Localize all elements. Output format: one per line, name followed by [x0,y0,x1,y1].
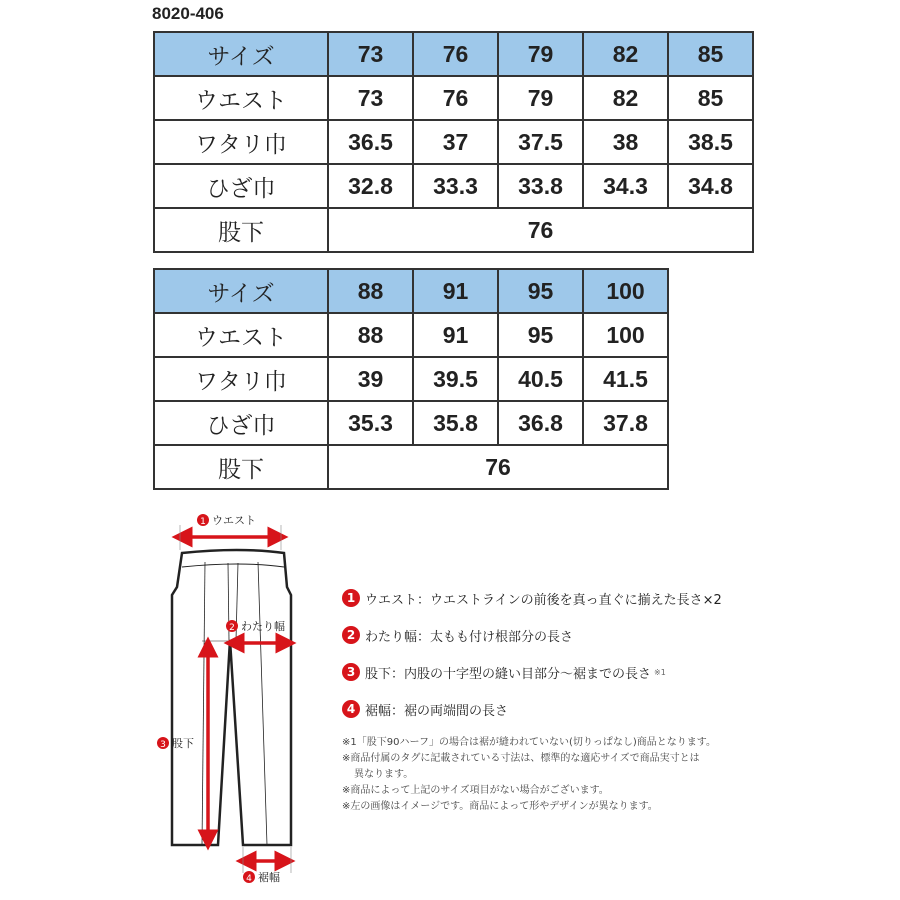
row-label: ひざ巾 [154,401,328,445]
size-cell: 76 [413,32,498,76]
label-inseam [157,737,194,750]
row-label: ワタリ巾 [154,357,328,401]
note: ※左の画像はイメージです。商品によって形やデザインが異なります。 [342,801,658,812]
notes [342,735,716,815]
size-table-1 [153,31,754,253]
legend-term: 股下 [365,666,392,682]
table-row [154,401,668,445]
svg-text:ウエスト: ウエスト [212,514,256,527]
table-cell: 37 [413,120,498,164]
legend-item [342,588,722,608]
table-cell: 32.8 [328,164,413,208]
table-cell: 34.8 [668,164,753,208]
size-cell: 85 [668,32,753,76]
table-row [154,120,753,164]
inseam-value: 76 [328,445,668,489]
row-label: 股下 [154,445,328,489]
table-cell: 38.5 [668,120,753,164]
table-cell: 76 [413,76,498,120]
pants-outline [172,550,291,845]
table-header-row [154,269,668,313]
svg-text:4: 4 [246,874,252,884]
label-hem [243,870,280,884]
table-cell: 33.8 [498,164,583,208]
table-cell: 39 [328,357,413,401]
table-cell: 40.5 [498,357,583,401]
table-cell: 100 [583,313,668,357]
legend-note: ※1 [654,667,666,677]
size-cell: 88 [328,269,413,313]
number-badge: 4 [342,700,360,718]
legend-desc: ：太もも付け根部分の長さ [417,629,574,645]
table-cell: 36.5 [328,120,413,164]
size-cell: 73 [328,32,413,76]
legend-desc: ：内股の十字型の縫い目部分～裾までの長さ [391,666,652,682]
table-row [154,76,753,120]
table-cell: 79 [498,76,583,120]
table-cell: 39.5 [413,357,498,401]
size-cell: 79 [498,32,583,76]
table-cell: 41.5 [583,357,668,401]
table-cell: 38 [583,120,668,164]
table-cell: 34.3 [583,164,668,208]
note: ※商品によって上記のサイズ項目がない場合がございます。 [342,785,609,796]
table-cell: 35.8 [413,401,498,445]
table-cell: 95 [498,313,583,357]
row-label: 股下 [154,208,328,252]
size-table-2 [153,268,669,490]
table-row [154,313,668,357]
table-cell: 35.3 [328,401,413,445]
legend-desc: ：ウエストラインの前後を真っ直ぐに揃えた長さ×2 [417,592,722,608]
legend-item [342,625,722,645]
table-cell: 37.5 [498,120,583,164]
table-cell: 91 [413,313,498,357]
size-cell: 100 [583,269,668,313]
svg-text:わたり幅: わたり幅 [241,620,285,633]
table-cell: 82 [583,76,668,120]
note: ※商品付属のタグに記載されている寸法は、標準的な適応サイズで商品実寸とは [342,753,700,764]
row-label: ひざ巾 [154,164,328,208]
legend-item [342,699,722,719]
legend-desc: ：裾の両端間の長さ [391,703,509,719]
table-cell: 73 [328,76,413,120]
legend-term: 裾幅 [365,703,392,719]
row-label: ウエスト [154,76,328,120]
table-cell: 36.8 [498,401,583,445]
label-thigh [226,619,285,633]
size-cell: 82 [583,32,668,76]
svg-text:2: 2 [229,623,235,633]
note: 異なります。 [354,769,414,780]
legend-term: ウエスト [365,592,418,608]
size-cell: 95 [498,269,583,313]
row-label: ウエスト [154,313,328,357]
table-cell: 37.8 [583,401,668,445]
row-label: ワタリ巾 [154,120,328,164]
measurement-legend [342,588,722,736]
inseam-value: 76 [328,208,753,252]
table-cell: 88 [328,313,413,357]
header-label: サイズ [154,32,328,76]
number-badge: 3 [342,663,360,681]
pants-diagram [150,505,310,900]
legend-term: わたり幅 [365,629,418,645]
note: ※1「股下90ハーフ」の場合は裾が縫われていない(切りっぱなし)商品となります。 [342,737,716,748]
table-header-row [154,32,753,76]
legend-item [342,662,722,682]
label-waist [197,514,256,527]
table-cell: 33.3 [413,164,498,208]
header-label: サイズ [154,269,328,313]
svg-text:裾幅: 裾幅 [258,871,280,884]
table-row [154,357,668,401]
table-row [154,208,753,252]
number-badge: 2 [342,626,360,644]
product-code: 8020-406 [152,4,224,23]
svg-text:股下: 股下 [172,737,194,750]
svg-text:3: 3 [160,740,166,750]
table-row [154,445,668,489]
svg-text:1: 1 [200,517,206,527]
table-row [154,164,753,208]
size-cell: 91 [413,269,498,313]
number-badge: 1 [342,589,360,607]
table-cell: 85 [668,76,753,120]
